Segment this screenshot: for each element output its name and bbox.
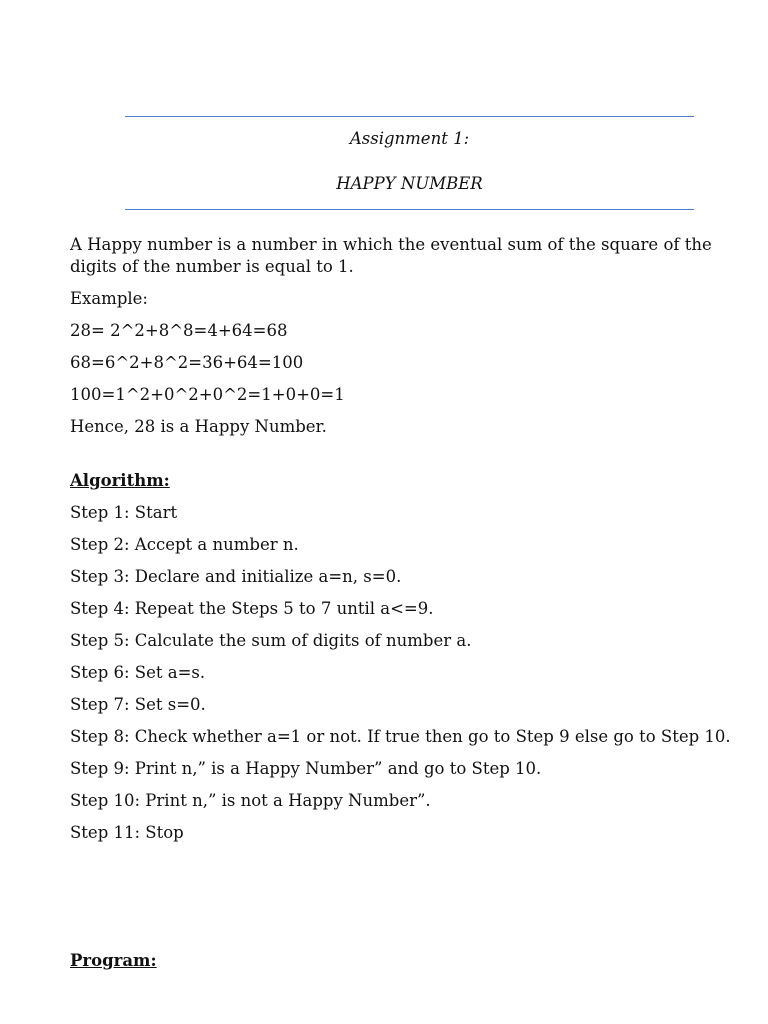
- section-spacer: [70, 448, 735, 470]
- algorithm-step: Step 4: Repeat the Steps 5 to 7 until a<=9.: [70, 599, 434, 618]
- algorithm-step: Step 9: Print n,” is a Happy Number” and go to Step 10.: [70, 759, 542, 778]
- definition-paragraph: A Happy number is a number in which the eventual sum of the square of the digits of the number is equal to 1.: [70, 235, 712, 276]
- algorithm-step: Step 5: Calculate the sum of digits of number a.: [70, 631, 472, 650]
- document-title: HAPPY NUMBER: [336, 174, 483, 193]
- algorithm-step: Step 2: Accept a number n.: [70, 535, 299, 554]
- example-label: Example:: [70, 289, 148, 308]
- header-top-rule: [125, 116, 694, 117]
- program-heading: Program:: [70, 951, 157, 970]
- algorithm-heading: Algorithm:: [70, 471, 170, 490]
- section-spacer: [70, 854, 735, 950]
- example-line: 100=1^2+0^2+0^2=1+0+0=1: [70, 385, 345, 404]
- algorithm-step: Step 8: Check whether a=1 or not. If true then go to Step 9 else go to Step 10.: [70, 727, 731, 746]
- algorithm-step: Step 6: Set a=s.: [70, 663, 206, 682]
- example-line: 28= 2^2+8^8=4+64=68: [70, 321, 288, 340]
- conclusion-line: Hence, 28 is a Happy Number.: [70, 417, 327, 436]
- document-body: [70, 234, 735, 982]
- algorithm-step: Step 3: Declare and initialize a=n, s=0.: [70, 567, 402, 586]
- algorithm-step: Step 10: Print n,” is not a Happy Number”.: [70, 791, 431, 810]
- algorithm-step: Step 11: Stop: [70, 823, 184, 842]
- header-bottom-rule: [125, 209, 694, 210]
- example-line: 68=6^2+8^2=36+64=100: [70, 353, 304, 372]
- assignment-heading: Assignment 1:: [349, 129, 470, 148]
- algorithm-step: Step 1: Start: [70, 503, 178, 522]
- algorithm-step: Step 7: Set s=0.: [70, 695, 206, 714]
